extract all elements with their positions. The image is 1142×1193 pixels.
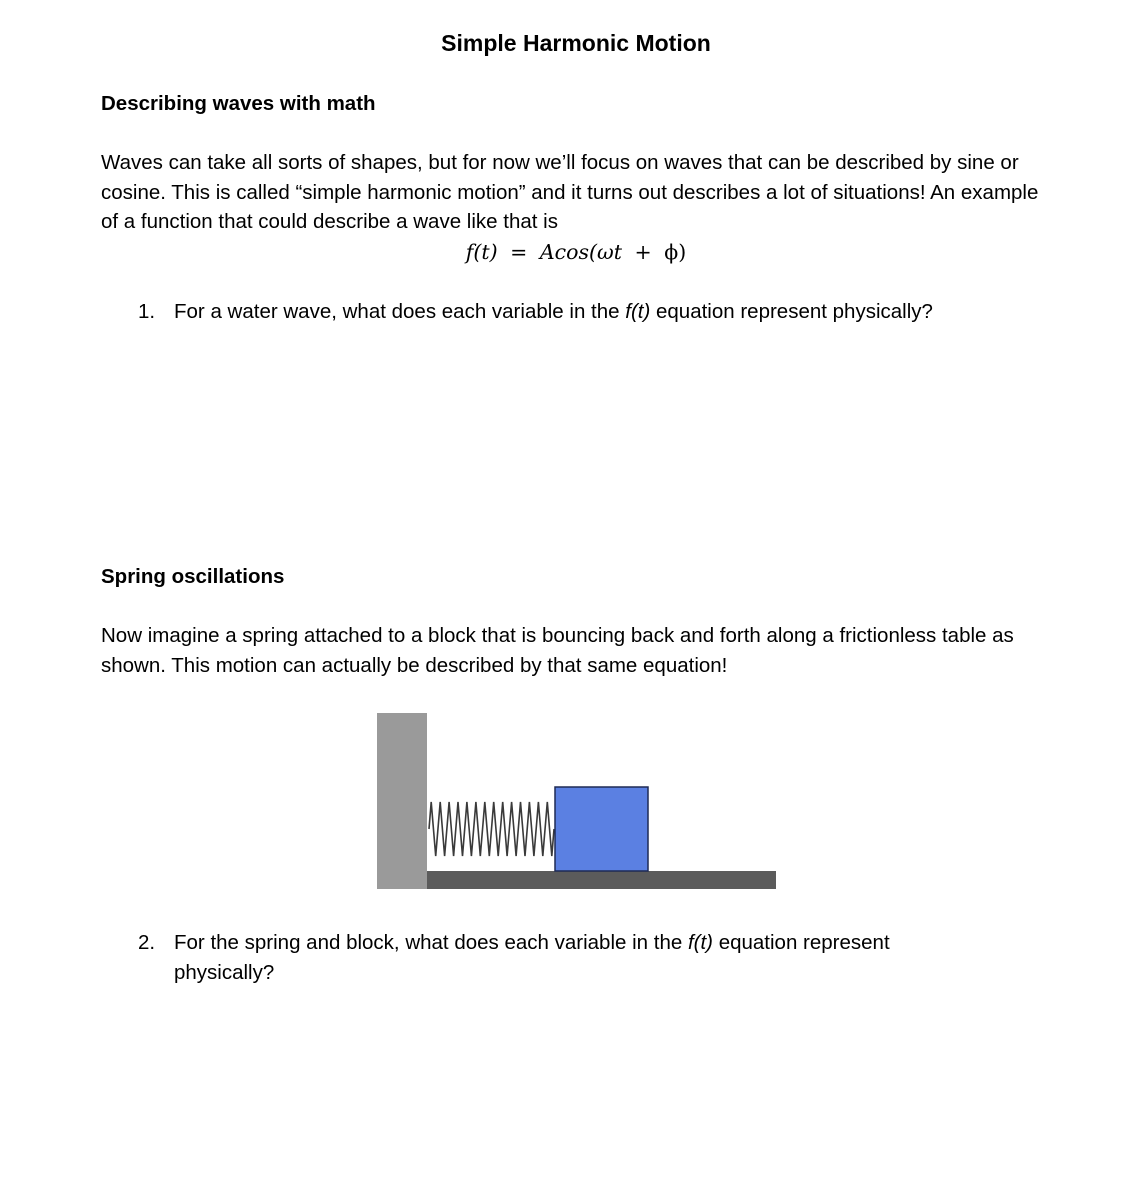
spring-block-diagram (374, 710, 780, 894)
question-1-text (174, 297, 1054, 327)
section-heading-waves: Describing waves with math (101, 92, 376, 115)
section-paragraph-spring: Now imagine a spring attached to a block that is bouncing back and forth along a frictionless table as shown. This motion can actually be described by that same equation! (101, 624, 1014, 677)
question-1-emphasis: f(t) (625, 300, 651, 323)
equation-plus: + (634, 240, 652, 264)
section-heading-spring: Spring oscillations (101, 565, 285, 588)
page-title: Simple Harmonic Motion (441, 30, 711, 56)
wave-equation (0, 238, 1142, 266)
section-paragraph-waves: Waves can take all sorts of shapes, but for now we’ll focus on waves that can be described by sine or cosine. This is called “simple harmonic motion” and it turns out describes a lot of situations! An example of a function that could describe a wave like that is (101, 151, 1039, 233)
question-1-number: 1. (138, 300, 156, 323)
question-2-text-before: For the spring and block, what does each variable in the (174, 931, 688, 954)
equation-lhs: f(t) (465, 240, 498, 264)
question-2-text-after: equation represent physically? (174, 931, 890, 984)
question-2-number: 2. (138, 931, 156, 954)
block (555, 787, 648, 871)
equation-rhs-b: ϕ) (664, 240, 687, 264)
wall (377, 713, 427, 889)
question-2-text (174, 928, 974, 987)
equation-equals: = (510, 240, 528, 264)
question-2-emphasis: f(t) (687, 931, 713, 954)
table (427, 871, 776, 889)
question-1-text-after: equation represent physically? (650, 300, 933, 323)
question-1-text-before: For a water wave, what does each variable in the (174, 300, 626, 323)
equation-rhs-a: Acos(ωt (539, 240, 622, 264)
spring (429, 802, 554, 856)
